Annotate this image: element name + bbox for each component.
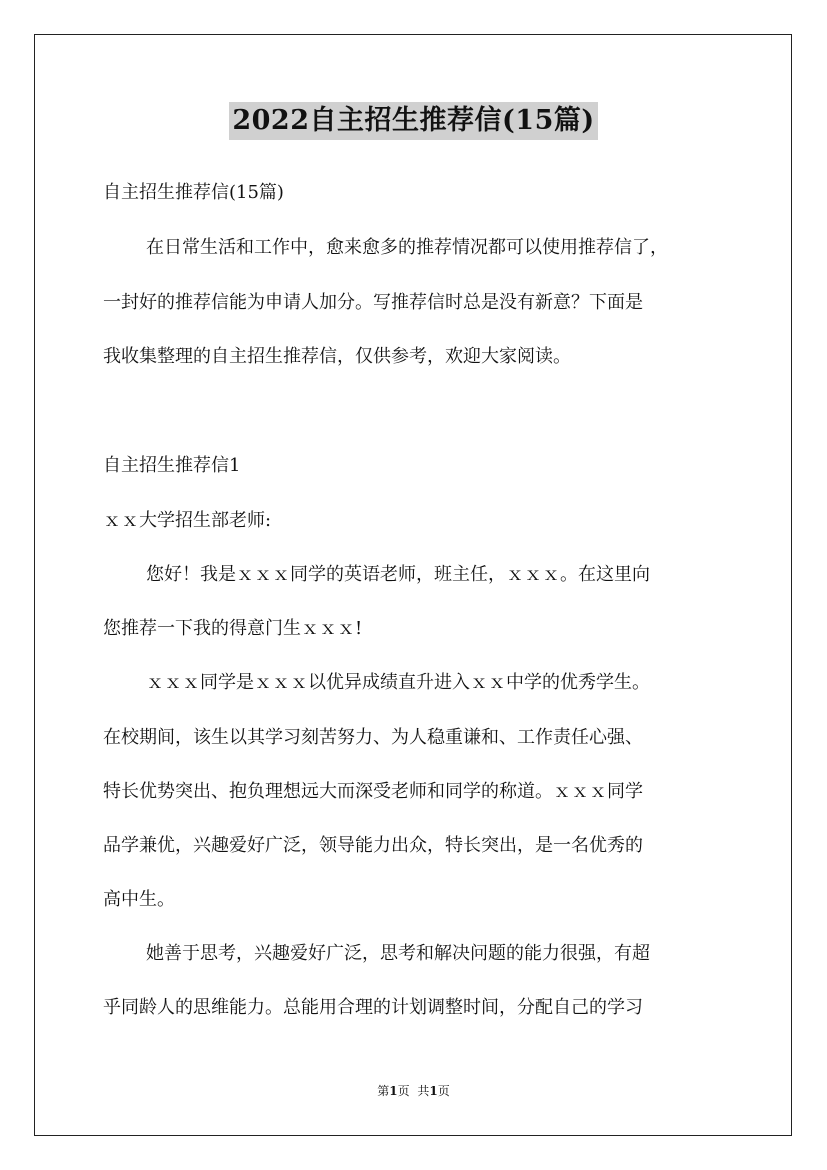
paragraph-line: 乎同龄人的思维能力。总能用合理的计划调整时间，分配自己的学习 [103, 997, 643, 1018]
paragraph-line: 高中生。 [103, 889, 175, 910]
section-heading: 自主招生推荐信1 [103, 455, 241, 476]
paragraph-line: 在日常生活和工作中，愈来愈多的推荐情况都可以使用推荐信了， [146, 237, 668, 258]
paragraph-line: 一封好的推荐信能为申请人加分。写推荐信时总是没有新意？下面是 [103, 292, 643, 313]
subtitle-line: 自主招生推荐信(15篇) [103, 182, 284, 203]
total-suffix: 页 [437, 1084, 450, 1098]
page-prefix: 第 [377, 1084, 390, 1098]
page-number: 1 [389, 1084, 398, 1098]
paragraph-line: 她善于思考，兴趣爱好广泛，思考和解决问题的能力很强，有超 [146, 943, 650, 964]
paragraph-line: 品学兼优，兴趣爱好广泛，领导能力出众，特长突出，是一名优秀的 [103, 835, 643, 856]
paragraph-line: ｘｘｘ同学是ｘｘｘ以优异成绩直升进入ｘｘ中学的优秀学生。 [146, 672, 650, 693]
total-prefix: 共 [417, 1084, 430, 1098]
document-title: 2022自主招生推荐信(15篇) [229, 102, 597, 140]
paragraph-line: 特长优势突出、抱负理想远大而深受老师和同学的称道。ｘｘｘ同学 [103, 781, 643, 802]
paragraph-line: 在校期间，该生以其学习刻苦努力、为人稳重谦和、工作责任心强、 [103, 727, 643, 748]
paragraph-line: 我收集整理的自主招生推荐信，仅供参考，欢迎大家阅读。 [103, 346, 571, 367]
paragraph-line: 您推荐一下我的得意门生ｘｘｘ! [103, 618, 363, 639]
salutation-line: ｘｘ大学招生部老师: [103, 510, 272, 531]
total-pages: 1 [429, 1084, 438, 1098]
page-suffix: 页 [397, 1084, 410, 1098]
page-footer [0, 1083, 827, 1099]
paragraph-line: 您好！我是ｘｘｘ同学的英语老师，班主任，ｘｘｘ。在这里向 [146, 564, 650, 585]
